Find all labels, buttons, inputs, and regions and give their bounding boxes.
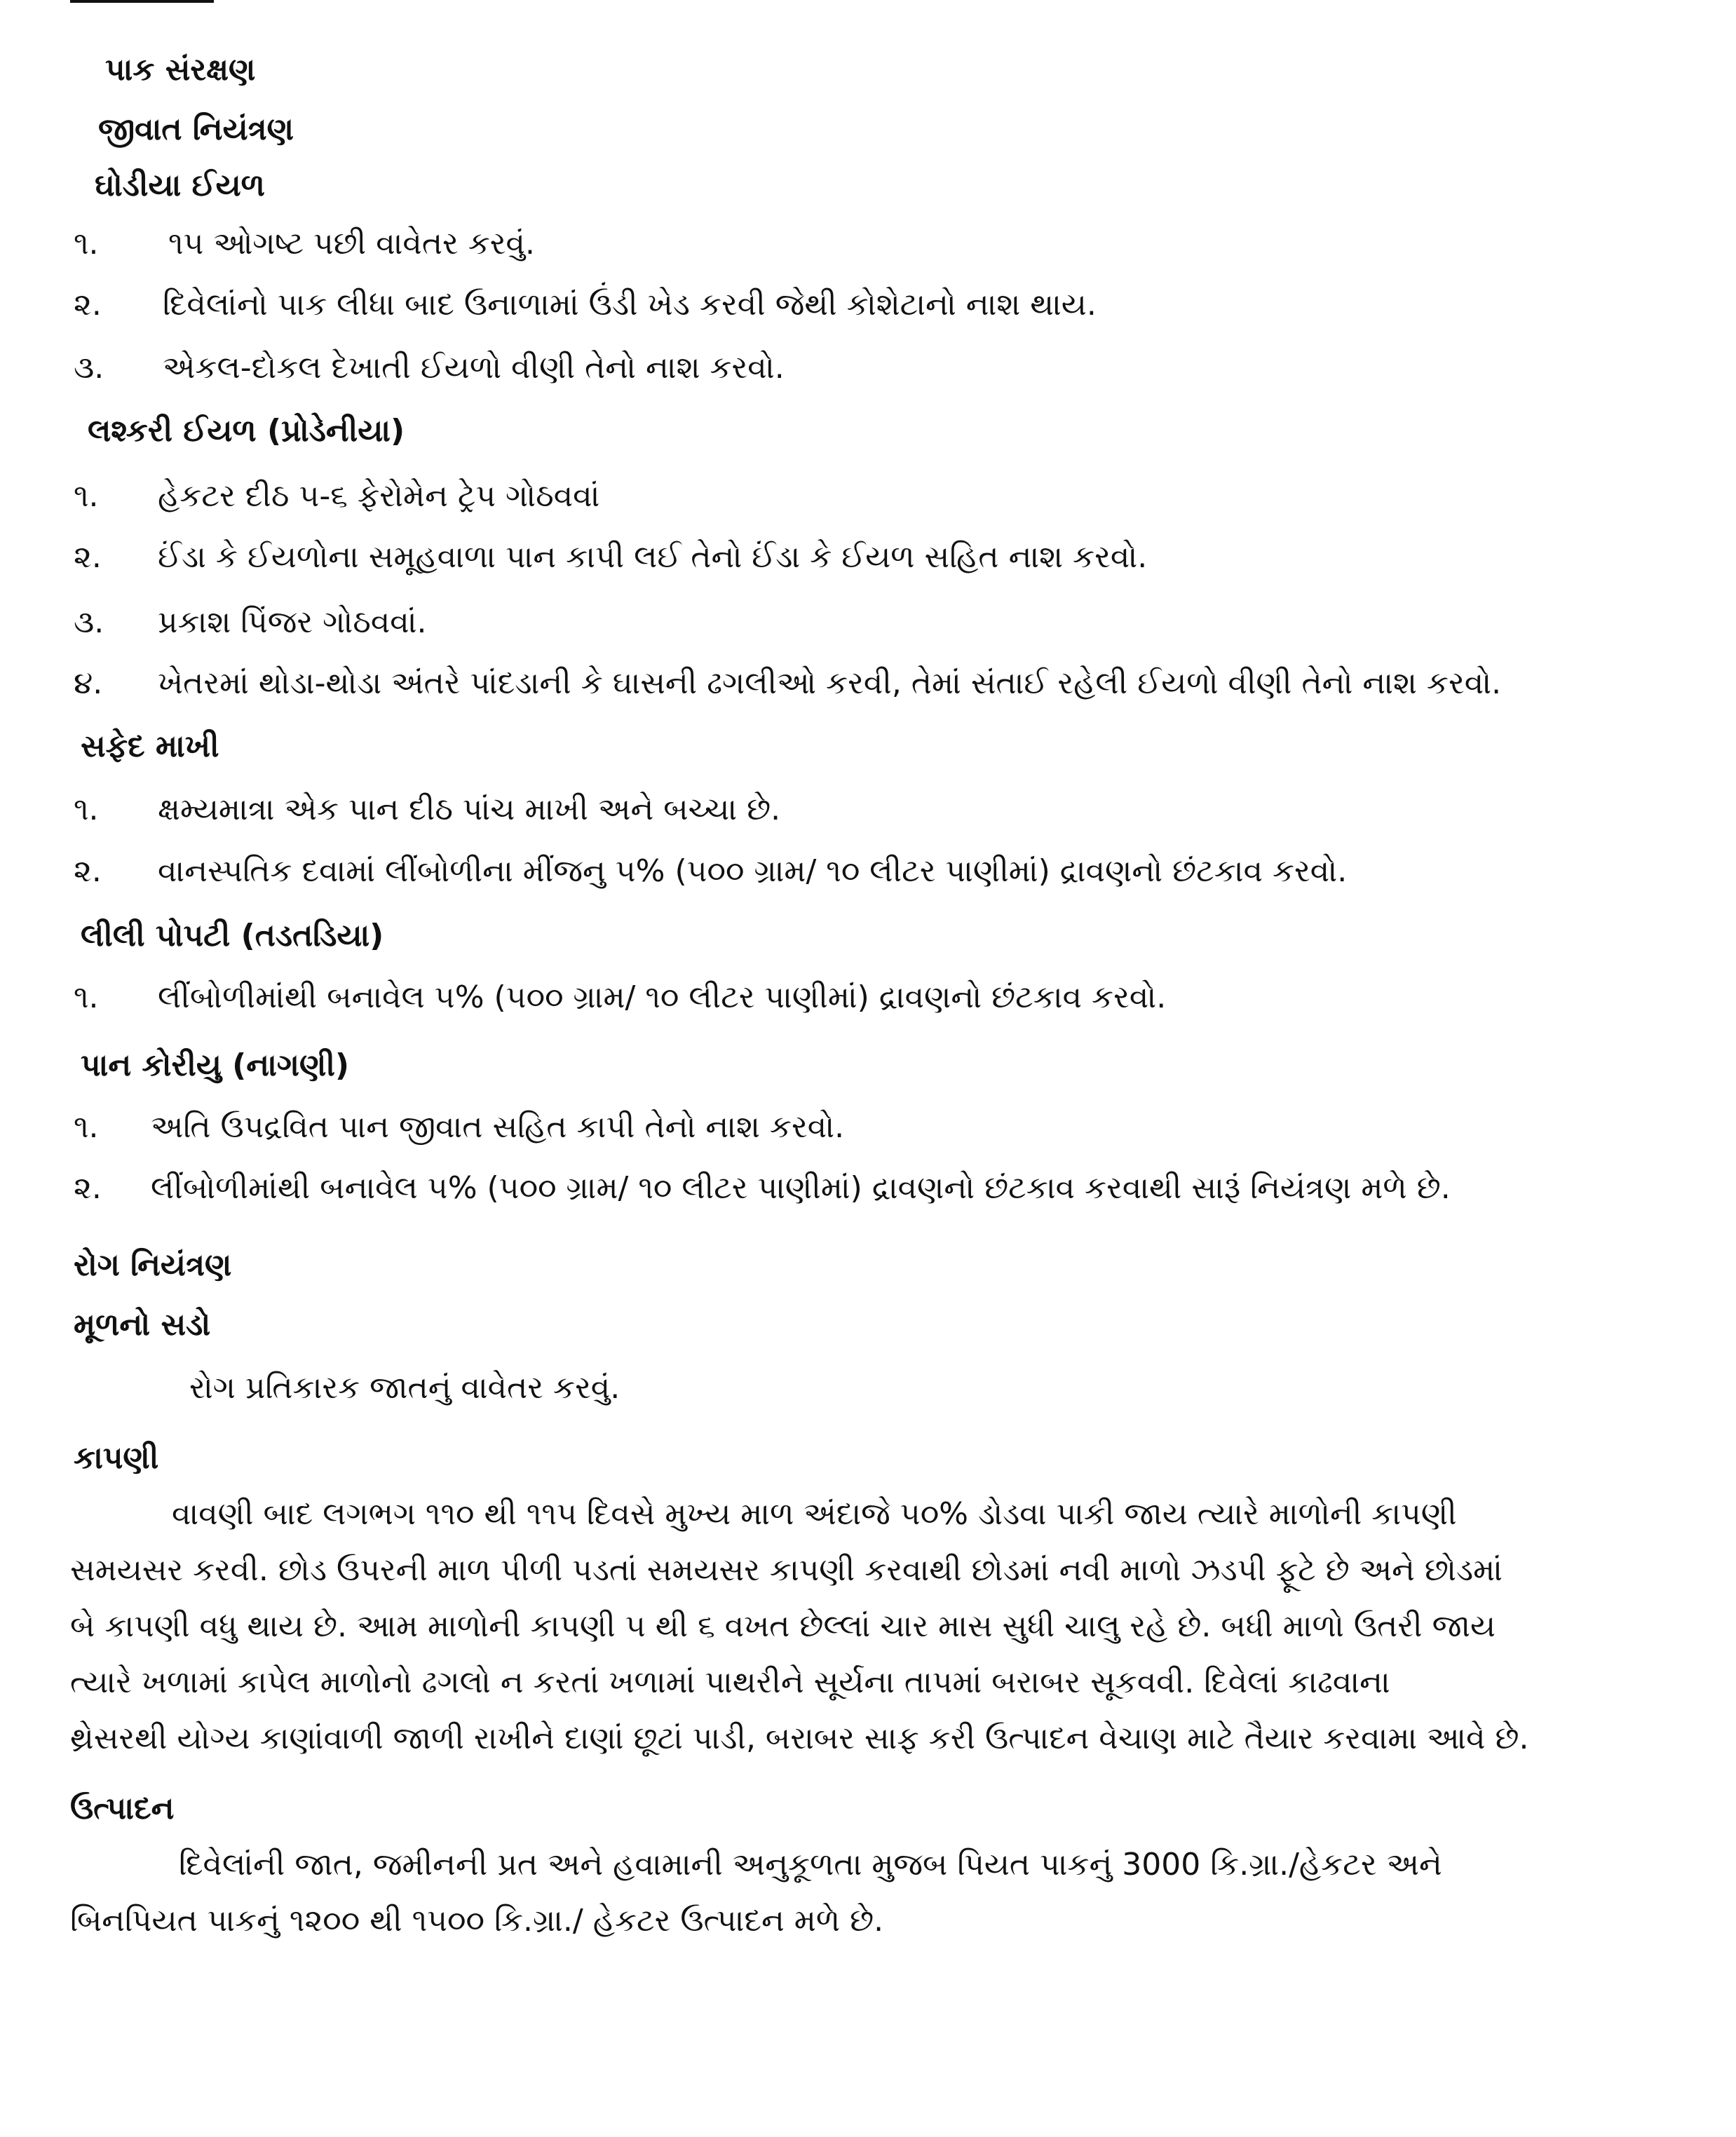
harvest-line: સમયસર કરવી. છોડ ઉપરની માળ પીળી પડતાં સમયસર કાપણી કરવાથી છોડમાં નવી માળો ઝડપી ફૂટે છે અને છોડમાં	[70, 1552, 1503, 1588]
harvest-line: વાવણી બાદ લગભગ ૧૧૦ થી ૧૧૫ દિવસે મુખ્ય માળ અંદાજે ૫૦% ડોડવા પાકી જાય ત્યારે માળોની કાપણી	[172, 1496, 1457, 1532]
item-text: અતિ ઉપદ્રવિત પાન જીવાત સહિત કાપી તેનો નાશ કરવો.	[151, 1109, 845, 1145]
item-text: ક્ષમ્યમાત્રા એક પાન દીઠ પાંચ માખી અને બચ્ચા છે.	[158, 792, 781, 827]
harvest-line: થ્રેસરથી યોગ્ય કાણાંવાળી જાળી રાખીને દાણાં છૂટાં પાડી, બરાબર સાફ કરી ઉત્પાદન વેચાણ માટે તૈયાર કરવામા આવે છે.	[70, 1721, 1529, 1756]
item-text: દિવેલાંનો પાક લીધા બાદ ઉનાળામાં ઉંડી ખેડ કરવી જેથી કોશેટાનો નાશ થાય.	[163, 287, 1097, 323]
section-title-production: ઉત્પાદન	[70, 1791, 175, 1826]
item-number: ૧.	[74, 792, 99, 827]
item-text: ૧૫ ઓગષ્ટ પછી વાવેતર કરવું.	[168, 226, 535, 262]
item-text: એકલ-દોકલ દેખાતી ઈયળો વીણી તેનો નાશ કરવો.	[163, 350, 785, 386]
item-text: વાનસ્પતિક દવામાં લીંબોળીના મીંજનુ ૫% (૫૦૦ ગ્રામ/ ૧૦ લીટર પાણીમાં) દ્રાવણનો છંટકાવ કરવો.	[158, 853, 1348, 889]
item-number: ૧.	[74, 1109, 99, 1145]
item-text: લીંબોળીમાંથી બનાવેલ ૫% (૫૦૦ ગ્રામ/ ૧૦ લીટર પાણીમાં) દ્રાવણનો છંટકાવ કરવાથી સારૂં નિયંત્રણ મળે છે.	[151, 1170, 1451, 1206]
heading-crop-protection: પાક સંરક્ષણ	[105, 52, 256, 88]
heading-pest-control: જીવાત નિયંત્રણ	[98, 111, 294, 147]
item-text: ઈંડા કે ઈયળોના સમૂહવાળા પાન કાપી લઈ તેનો ઈંડા કે ઈયળ સહિત નાશ કરવો.	[158, 539, 1148, 575]
section-title-root-rot: મૂળનો સડો	[74, 1307, 211, 1343]
item-text: ખેતરમાં થોડા-થોડા અંતરે પાંદડાની કે ઘાસની ઢગલીઓ કરવી, તેમાં સંતાઈ રહેલી ઈયળો વીણી તેનો નાશ કરવો.	[158, 665, 1502, 701]
item-number: ૨.	[74, 287, 102, 323]
item-number: ૧.	[74, 478, 99, 514]
section-title-whitefly: સફેદ માખી	[81, 728, 219, 764]
heading-disease-control: રોગ નિયંત્રણ	[74, 1247, 232, 1283]
section-title-harvest: કાપણી	[74, 1440, 159, 1476]
production-line: દિવેલાંની જાત, જમીનની પ્રત અને હવામાની અનુકૂળતા મુજબ પિયત પાકનું 3000 કિ.ગ્રા./હેકટર અને	[179, 1847, 1442, 1882]
item-number: ૩.	[74, 604, 104, 640]
item-number: ૨.	[74, 1170, 102, 1206]
root-rot-text: રોગ પ્રતિકારક જાતનું વાવેતર કરવું.	[189, 1370, 621, 1406]
item-number: ૨.	[74, 853, 102, 889]
item-text: લીંબોળીમાંથી બનાવેલ ૫% (૫૦૦ ગ્રામ/ ૧૦ લીટર પાણીમાં) દ્રાવણનો છંટકાવ કરવો.	[158, 979, 1167, 1015]
section-title-jassid: લીલી પોપટી (તડતડિયા)	[81, 918, 384, 954]
item-number: ૨.	[74, 539, 102, 575]
harvest-line: ત્યારે ખળામાં કાપેલ માળોનો ઢગલો ન કરતાં ખળામાં પાથરીને સૂર્યના તાપમાં બરાબર સૂકવવી. દિવેલાં કાઢવાના	[70, 1664, 1390, 1700]
top-rule	[70, 0, 214, 3]
item-text: પ્રકાશ પિંજર ગોઠવવાં.	[158, 604, 427, 640]
section-title-leafminer: પાન કોરીયુ (નાગણી)	[81, 1047, 350, 1083]
item-number: ૧.	[74, 226, 99, 262]
item-number: ૧.	[74, 979, 99, 1015]
production-line: બિનપિયત પાકનું ૧૨૦૦ થી ૧૫૦૦ કિ.ગ્રા./ હેકટર ઉત્પાદન મળે છે.	[70, 1903, 884, 1939]
item-number: ૪.	[74, 665, 103, 701]
item-text: હેકટર દીઠ ૫-૬ ફેરોમેન ટ્રેપ ગોઠવવાં	[158, 478, 600, 514]
harvest-line: બે કાપણી વધુ થાય છે. આમ માળોની કાપણી ૫ થી ૬ વખત છેલ્લાં ચાર માસ સુધી ચાલુ રહે છે. બધી માળો ઉતરી જાય	[70, 1608, 1496, 1644]
section-title-semilooper: ઘોડીયા ઈયળ	[95, 168, 265, 203]
section-title-prodenia: લશ્કરી ઈયળ (પ્રોડેનીયા)	[88, 413, 405, 449]
item-number: ૩.	[74, 350, 104, 386]
